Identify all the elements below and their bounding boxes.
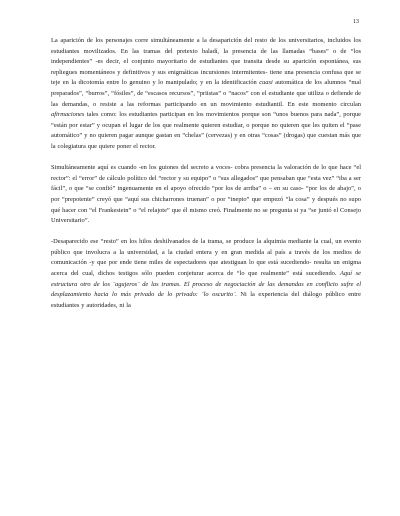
italic-text: afirmaciones — [51, 111, 85, 119]
paragraph — [51, 237, 361, 311]
italic-text: cuasi — [259, 79, 273, 87]
page-number: 13 — [352, 18, 359, 25]
text-run: La aparición de los personajes corre simultáneamente a la desaparición del resto de los universitarios, incluidos los estudiantes movilizados. En las tramas del pretexto baladí, la presencia de las llamadas “bases” o de “los independientes” -es decir, el conjunto mayoritario de estudiantes que transita desde su aparición espontánea, sus repliegues momentáneos y definitivos y sus enigmáticas incursiones intermitentes- tiene una presencia confusa que se teje en la dicotomía entre lo genuino y lo manipulado; y en la identificación — [51, 37, 361, 87]
body-text — [51, 36, 361, 311]
text-run: Simultáneamente aquí es cuando -en los guiones del secreto a voces- cobra presencia la valoración de lo que hace “el rector”: el “error” de cálculo político del “rector y su equipo” o “sus allegados” que pensaban que “esta vez” “iba a ser fácil”, o que “se confió” ingenuamente en el apoyo ofrecido “por los de arriba” o – en su caso- “por los de abajo”, o por “prepotente” creyó que “aquí sus chicharrones truenan” o por “inepto” que empezó “la cosa” y después no supo qué hacer con “el Frankestein” o “el relajote” que él mismo creó. Finalmente no se pregunta si ya “se juntó el Consejo Universitario”. — [51, 164, 361, 225]
text-run: automática de los alumnos “mal preparados”, “burros”, “fósiles”, de “escasos recursos”, “priistas” o “nacos” con el estudiante que utiliza o defiende de las demandas, o resiste a las reformas participando en un movimiento estudiantil. En este momento circulan — [51, 79, 361, 108]
paragraph — [51, 36, 361, 153]
text-run: tales como: los estudiantes participan en los movimientos porque son “unos buenos para nada”, porque “están por estar” y ocupan el lugar de los que realmente quieren estudiar, o porque no quieren que les quiten el “pase automático” y no quieren pagar aunque gastan en “chelas” (cervezas) y en otras “cosas” (drogas) que cuestan más que la colegiatura que quiere poner el rector. — [51, 111, 361, 150]
text-run: Ni la experiencia del diálogo público entre estudiantes y autoridades, ni la — [51, 291, 361, 309]
italic-text: Aquí se estructura otro de los ¨agujeros¨ de las tramas. El proceso de negociación de las demandas en conflicto sufre el desplazamiento hacia lo más privado de lo privado: ¨lo oscurito¨. — [51, 270, 361, 299]
paragraph — [51, 163, 361, 227]
text-run: -Desaparecido ese “resto” en los hilos deshilvanados de la trama, se produce la alquimia mediante la cual, un evento público que involucra a la universidad, a la ciudad entera y en gran medida al país a través de los medios de comunicación -y que por ende tiene miles de espectadores que atestiguan lo que está sucediendo- resulta un enigma acerca del cual, dichos testigos sólo pueden conjeturar acerca de “lo que realmente” está sucediendo. — [51, 238, 361, 278]
